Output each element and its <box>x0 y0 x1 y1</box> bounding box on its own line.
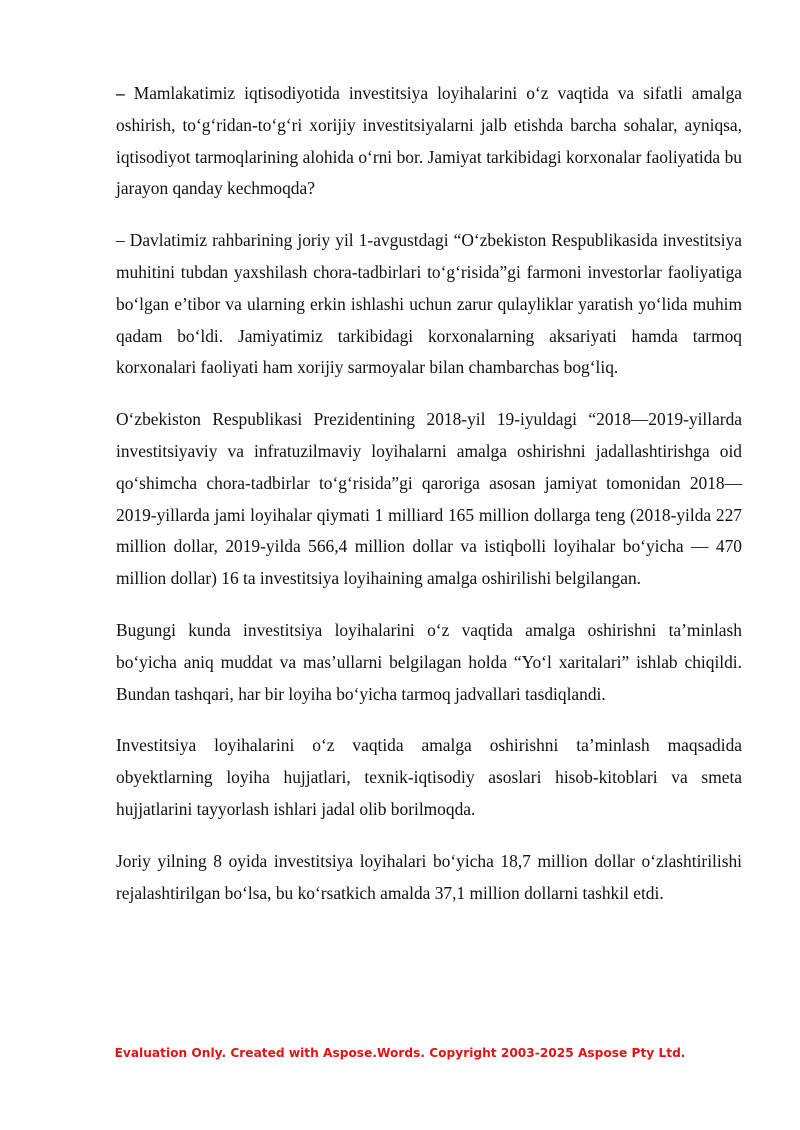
paragraph-road-maps: Bugungi kunda investitsiya loyihalarini o‘z vaqtida amalga oshirishni ta’minlash bo‘yicha aniq muddat va mas’ullarni belgilagan holda “Yo‘l xaritalari” ishlab chiqildi. Bundan tashqari, har bir loyiha bo‘yicha tarmoq jadvallari tasdiqlandi. <box>116 619 742 704</box>
paragraph-eight-months-results: Joriy yilning 8 oyida investitsiya loyihalari bo‘yicha 18,7 million dollar o‘zlashtirilishi rejalashtirilgan bo‘lsa, bu ko‘rsatkich amalda 37,1 million dollarni tashkil etdi. <box>116 850 742 903</box>
paragraph-presidential-decree: O‘zbekiston Respublikasi Prezidentining 2018-yil 19-iyuldagi “2018—2019-yillarda investitsiyaviy va infratuzilmaviy loyihalarni amalga oshirishni jadallashtirishga oid qo‘shimcha chora-tadbirlar to‘g‘risida”gi qaroriga asosan jamiyat tomonidan 2018—2019-yillarda jami loyihalar qiymati 1 milliard 165 million dollarga teng (2018-yilda 227 million dollar, 2019-yilda 566,4 million dollar va istiqbolli loyihalar bo‘yicha — 470 million dollar) 16 ta investitsiya loyihaining amalga oshirilishi belgilangan. <box>116 409 742 589</box>
paragraph-question <box>116 78 742 205</box>
paragraph-project-documents: Investitsiya loyihalarini o‘z vaqtida amalga oshirishni ta’minlash maqsadida obyektlarning loyiha hujjatlari, texnik-iqtisodiy asoslari hisob-kitoblari va smeta hujjatlarini tayyorlash ishlari jadal olib borilmoqda. <box>116 735 742 819</box>
document-body <box>116 78 742 929</box>
question-dash: – <box>116 83 125 103</box>
evaluation-watermark: Evaluation Only. Created with Aspose.Words. Copyright 2003-2025 Aspose Pty Ltd. <box>114 1046 686 1060</box>
question-text: Mamlakatimiz iqtisodiyotida investitsiya loyihalarini o‘z vaqtida va sifatli amalga oshirish, to‘g‘ridan-to‘g‘ri xorijiy investitsiyalarni jalb etishda barcha sohalar, ayniqsa, iqtisodiyot tarmoqlarining alohida o‘rni bor. Jamiyat tarkibidagi korxonalar faoliyatida bu jarayon qanday kechmoqda? <box>116 83 742 199</box>
paragraph-answer-intro: – Davlatimiz rahbarining joriy yil 1-avgustdagi “O‘zbekiston Respublikasida investitsiya muhitini tubdan yaxshilash chora-tadbirlari to‘g‘risida”gi farmoni investorlar faoliyatiga bo‘lgan e’tibor va ularning erkin ishlashi uchun zarur qulayliklar yaratish yo‘lida muhim qadam bo‘ldi. Jamiyatimiz tarkibidagi korxonalarning aksariyati hamda tarmoq korxonalari faoliyati ham xorijiy sarmoyalar bilan chambarchas bog‘liq. <box>116 230 742 378</box>
